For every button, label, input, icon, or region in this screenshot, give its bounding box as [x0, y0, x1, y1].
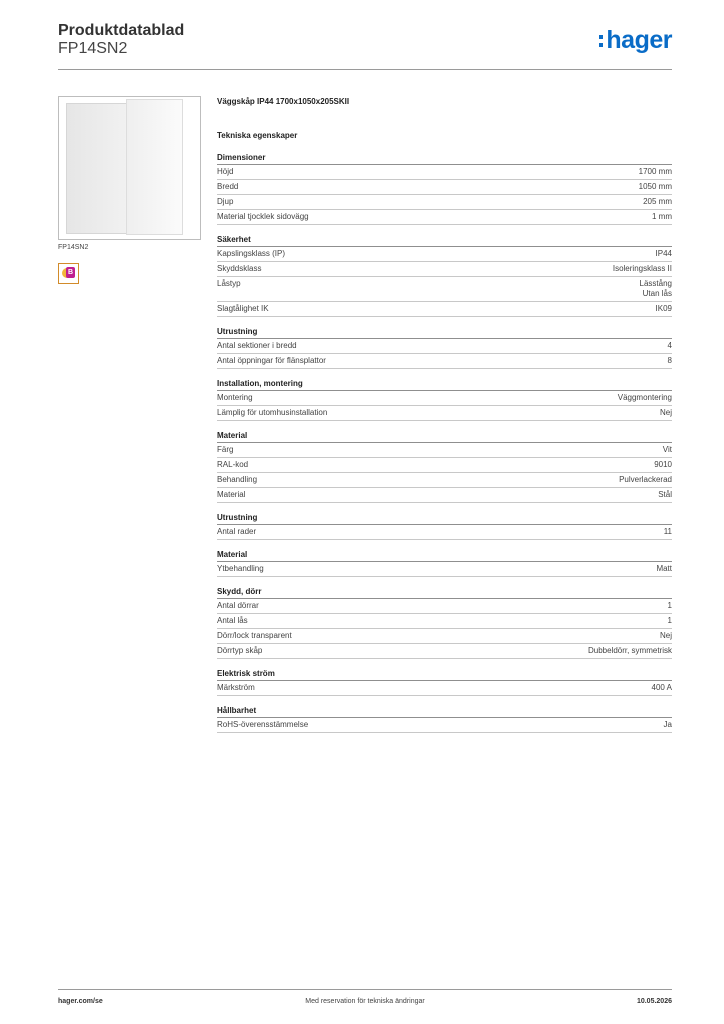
spec-value-line: 1 mm: [652, 212, 672, 221]
spec-value: [639, 182, 672, 192]
spec-value: [613, 264, 672, 274]
spec-value-line: 1700 mm: [638, 167, 672, 176]
spec-value: [588, 646, 672, 656]
spec-label: RAL-kod: [217, 460, 249, 469]
spec-value-line: Dubbeldörr, symmetrisk: [587, 646, 672, 655]
spec-label: Färg: [217, 445, 234, 454]
energy-badge-letter: B: [67, 269, 74, 276]
spec-label: Antal lås: [217, 616, 248, 625]
spec-row: [217, 629, 672, 644]
spec-value: [652, 683, 672, 693]
spec-label: Dörr/lock transparent: [217, 631, 292, 640]
page-footer: [58, 998, 672, 1010]
spec-row: [217, 718, 672, 733]
spec-value-line: Ja: [663, 720, 672, 729]
spec-label: Antal sektioner i bredd: [217, 341, 297, 350]
spec-value: [618, 393, 672, 403]
spec-value: [643, 197, 672, 207]
spec-row: [217, 443, 672, 458]
logo-colon-icon: [599, 26, 604, 48]
spec-value: [668, 616, 672, 626]
spec-value-line: 9010: [654, 460, 672, 469]
spec-label: Antal rader: [217, 527, 257, 536]
spec-label: Behandling: [217, 475, 258, 484]
spec-value-line: 1: [667, 601, 672, 610]
product-code: FP14SN2: [58, 40, 128, 57]
spec-section: [217, 512, 672, 540]
spec-label: Montering: [217, 393, 253, 402]
hager-logo: [599, 26, 672, 55]
spec-section: [217, 705, 672, 733]
spec-value-line: 205 mm: [643, 197, 672, 206]
spec-label: Låstyp: [217, 279, 241, 288]
spec-section: [217, 152, 672, 225]
spec-row: [217, 458, 672, 473]
section-title: Hållbarhet: [217, 705, 672, 718]
spec-value: [658, 490, 672, 500]
spec-row: [217, 391, 672, 406]
spec-row: [217, 525, 672, 540]
section-title: Utrustning: [217, 326, 672, 339]
cabinet-front-face: [66, 103, 128, 234]
energy-class-icon: [58, 263, 79, 284]
spec-value-line: IK09: [655, 304, 672, 313]
spec-row: [217, 210, 672, 225]
spec-value-line: Utan lås: [642, 289, 672, 298]
spec-value-line: Pulverlackerad: [619, 475, 672, 484]
spec-value-line: Vit: [662, 445, 672, 454]
spec-value-line: Nej: [659, 408, 672, 417]
spec-value: [668, 601, 672, 611]
spec-row: [217, 277, 672, 302]
spec-row: [217, 473, 672, 488]
spec-row: [217, 599, 672, 614]
spec-value-line: 1050 mm: [638, 182, 672, 191]
image-caption: FP14SN2: [58, 244, 89, 251]
spec-row: [217, 354, 672, 369]
spec-value: [654, 460, 672, 470]
spec-value-line: 400 A: [651, 683, 672, 692]
spec-value-line: Isoleringsklass II: [612, 264, 672, 273]
spec-row: [217, 644, 672, 659]
spec-value: [663, 445, 672, 455]
spec-section: [217, 234, 672, 317]
spec-label: Material: [217, 490, 246, 499]
spec-label: Antal öppningar för flänsplattor: [217, 356, 326, 365]
spec-label: RoHS-överensstämmelse: [217, 720, 309, 729]
spec-row: [217, 262, 672, 277]
spec-sections: [217, 152, 672, 733]
spec-value: [664, 720, 672, 730]
spec-label: Märkström: [217, 683, 255, 692]
section-title: Installation, montering: [217, 378, 672, 391]
spec-section: [217, 549, 672, 577]
section-title: Skydd, dörr: [217, 586, 672, 599]
spec-value-line: 4: [667, 341, 672, 350]
spec-row: [217, 406, 672, 421]
spec-row: [217, 247, 672, 262]
spec-value: [619, 475, 672, 485]
spec-row: [217, 339, 672, 354]
footer-date: 10.05.2026: [636, 998, 672, 1005]
spec-label: Ytbehandling: [217, 564, 264, 573]
spec-section: [217, 668, 672, 696]
spec-value-line: Stål: [658, 490, 672, 499]
section-title: Material: [217, 549, 672, 562]
spec-value: [652, 212, 672, 222]
spec-value-line: 11: [663, 527, 672, 536]
spec-value: [668, 341, 672, 351]
footer-divider: [58, 989, 672, 990]
spec-row: [217, 562, 672, 577]
spec-value-line: Lässtång: [639, 279, 672, 288]
page-header: [58, 22, 672, 70]
footer-website[interactable]: hager.com/se: [58, 998, 103, 1005]
spec-label: Kapslingsklass (IP): [217, 249, 286, 258]
section-title: Material: [217, 430, 672, 443]
section-title: Säkerhet: [217, 234, 672, 247]
header-divider: [58, 69, 672, 70]
spec-value: [639, 167, 672, 177]
spec-label: Dörrtyp skåp: [217, 646, 263, 655]
spec-value-line: Väggmontering: [617, 393, 672, 402]
section-title: Elektrisk ström: [217, 668, 672, 681]
spec-value: [660, 631, 672, 641]
tech-heading: Tekniska egenskaper: [217, 131, 298, 140]
spec-row: [217, 614, 672, 629]
spec-value-line: 8: [667, 356, 672, 365]
cabinet-side-face: [126, 99, 183, 235]
spec-row: [217, 302, 672, 317]
spec-row: [217, 681, 672, 696]
spec-section: [217, 430, 672, 503]
spec-row: [217, 195, 672, 210]
footer-disclaimer: Med reservation för tekniska ändringar: [305, 998, 425, 1005]
logo-text: hager: [606, 26, 672, 54]
spec-value: [660, 408, 672, 418]
spec-value: [640, 279, 672, 299]
product-image: [58, 96, 201, 240]
spec-value: [656, 249, 672, 259]
section-title: Utrustning: [217, 512, 672, 525]
spec-value-line: Nej: [659, 631, 672, 640]
spec-value-line: Matt: [656, 564, 672, 573]
spec-value: [656, 564, 672, 574]
spec-section: [217, 586, 672, 659]
section-title: Dimensioner: [217, 152, 672, 165]
spec-label: Bredd: [217, 182, 239, 191]
spec-label: Antal dörrar: [217, 601, 259, 610]
spec-label: Material tjocklek sidovägg: [217, 212, 309, 221]
spec-value: [664, 527, 672, 537]
spec-label: Lämplig för utomhusinstallation: [217, 408, 328, 417]
spec-label: Skyddsklass: [217, 264, 262, 273]
spec-label: Höjd: [217, 167, 234, 176]
spec-row: [217, 165, 672, 180]
spec-value: [656, 304, 672, 314]
spec-row: [217, 488, 672, 503]
spec-section: [217, 326, 672, 369]
spec-value-line: 1: [667, 616, 672, 625]
spec-value: [668, 356, 672, 366]
product-title: Väggskåp IP44 1700x1050x205SKII: [217, 97, 350, 106]
spec-content: [217, 96, 672, 742]
spec-value-line: IP44: [655, 249, 672, 258]
spec-label: Djup: [217, 197, 234, 206]
spec-row: [217, 180, 672, 195]
spec-section: [217, 378, 672, 421]
document-title: Produktdatablad: [58, 22, 185, 39]
spec-label: Slagtålighet IK: [217, 304, 269, 313]
